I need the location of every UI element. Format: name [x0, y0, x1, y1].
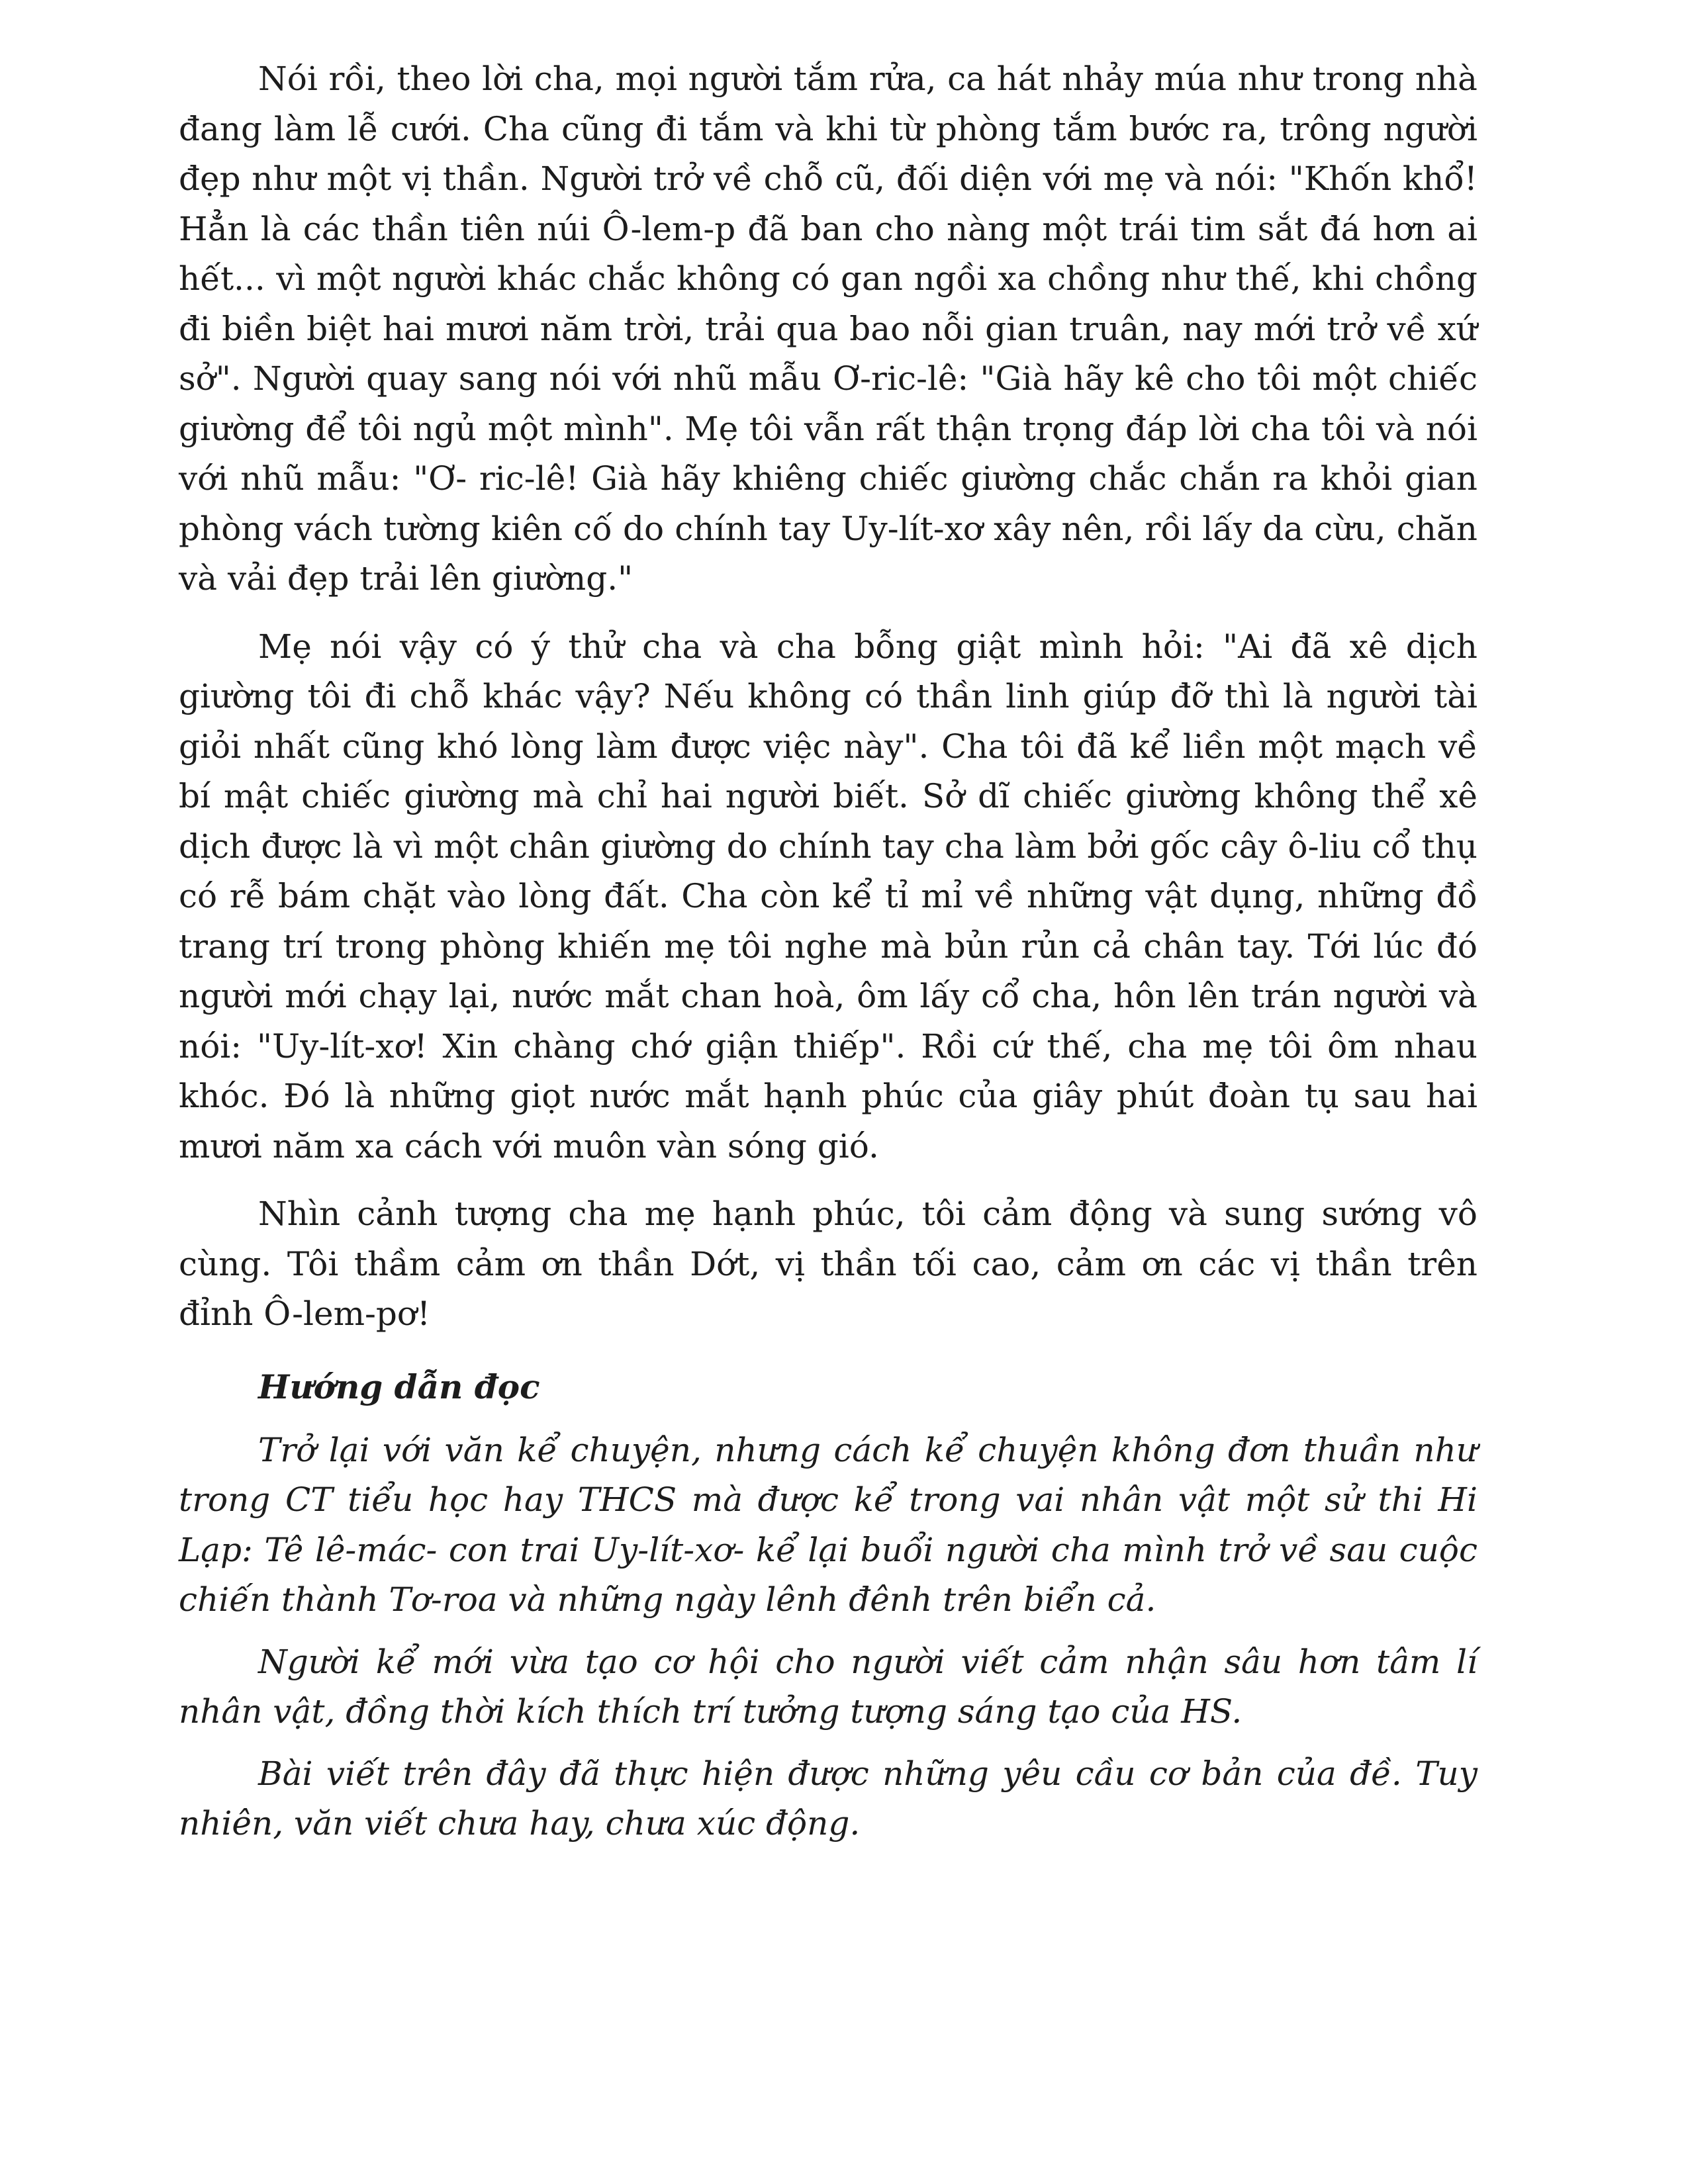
story-paragraph-3: Nhìn cảnh tượng cha mẹ hạnh phúc, tôi cảm động và sung sướng vô cùng. Tôi thầm cảm ơn thần Dớt, vị thần tối cao, cảm ơn các vị thần trên đỉnh Ô-lem-pơ!: [179, 1195, 1477, 1333]
story-paragraph-2: Mẹ nói vậy có ý thử cha và cha bỗng giật mình hỏi: "Ai đã xê dịch giường tôi đi chỗ khác vậy? Nếu không có thần linh giúp đỡ thì là người tài giỏi nhất cũng khó lòng làm được việc này". Cha tôi đã kể liền một mạch về bí mật chiếc giường mà chỉ hai người biết. Sở dĩ chiếc giường không thể xê dịch được là vì một chân giường do chính tay cha làm bởi gốc cây ô-liu cổ thụ có rễ bám chặt vào lòng đất. Cha còn kể tỉ mỉ về những vật dụng, những đồ trang trí trong phòng khiến mẹ tôi nghe mà bủn rủn cả chân tay. Tới lúc đó người mới chạy lại, nước mắt chan hoà, ôm lấy cổ cha, hôn lên trán người và nói: "Uy-lít-xơ! Xin chàng chớ giận thiếp". Rồi cứ thế, cha mẹ tôi ôm nhau khóc. Đó là những giọt nước mắt hạnh phúc của giây phút đoàn tụ sau hai mươi năm xa cách với muôn vàn sóng gió.: [179, 627, 1477, 1165]
document-page: [179, 54, 1477, 1849]
guide-paragraph-2: Người kể mới vừa tạo cơ hội cho người viết cảm nhận sâu hơn tâm lí nhân vật, đồng thời kích thích trí tưởng tượng sáng tạo của HS.: [179, 1642, 1477, 1731]
guide-paragraph-1: Trở lại với văn kể chuyện, nhưng cách kể chuyện không đơn thuần như trong CT tiểu học hay THCS mà được kể trong vai nhân vật một sử thi Hi Lạp: Tê lê-mác- con trai Uy-lít-xơ- kể lại buổi người cha mình trở về sau cuộc chiến thành Tơ-roa và những ngày lênh đênh trên biển cả.: [179, 1430, 1477, 1619]
guide-heading: Hướng dẫn đọc: [258, 1367, 540, 1406]
guide-paragraph-3: Bài viết trên đây đã thực hiện được những yêu cầu cơ bản của đề. Tuy nhiên, văn viết chưa hay, chưa xúc động.: [179, 1754, 1477, 1843]
story-paragraph-1: Nói rồi, theo lời cha, mọi người tắm rửa, ca hát nhảy múa như trong nhà đang làm lễ cưới. Cha cũng đi tắm và khi từ phòng tắm bước ra, trông người đẹp như một vị thần. Người trở về chỗ cũ, đối diện với mẹ và nói: "Khốn khổ! Hẳn là các thần tiên núi Ô-lem-p đã ban cho nàng một trái tim sắt đá hơn ai hết... vì một người khác chắc không có gan ngồi xa chồng như thế, khi chồng đi biền biệt hai mươi năm trời, trải qua bao nỗi gian truân, nay mới trở về xứ sở". Người quay sang nói với nhũ mẫu Ơ-ric-lê: "Già hãy kê cho tôi một chiếc giường để tôi ngủ một mình". Mẹ tôi vẫn rất thận trọng đáp lời cha tôi và nói với nhũ mẫu: "Ơ- ric-lê! Già hãy khiêng chiếc giường chắc chắn ra khỏi gian phòng vách tường kiên cố do chính tay Uy-lít-xơ xây nên, rồi lấy da cừu, chăn và vải đẹp trải lên giường.": [179, 60, 1477, 598]
